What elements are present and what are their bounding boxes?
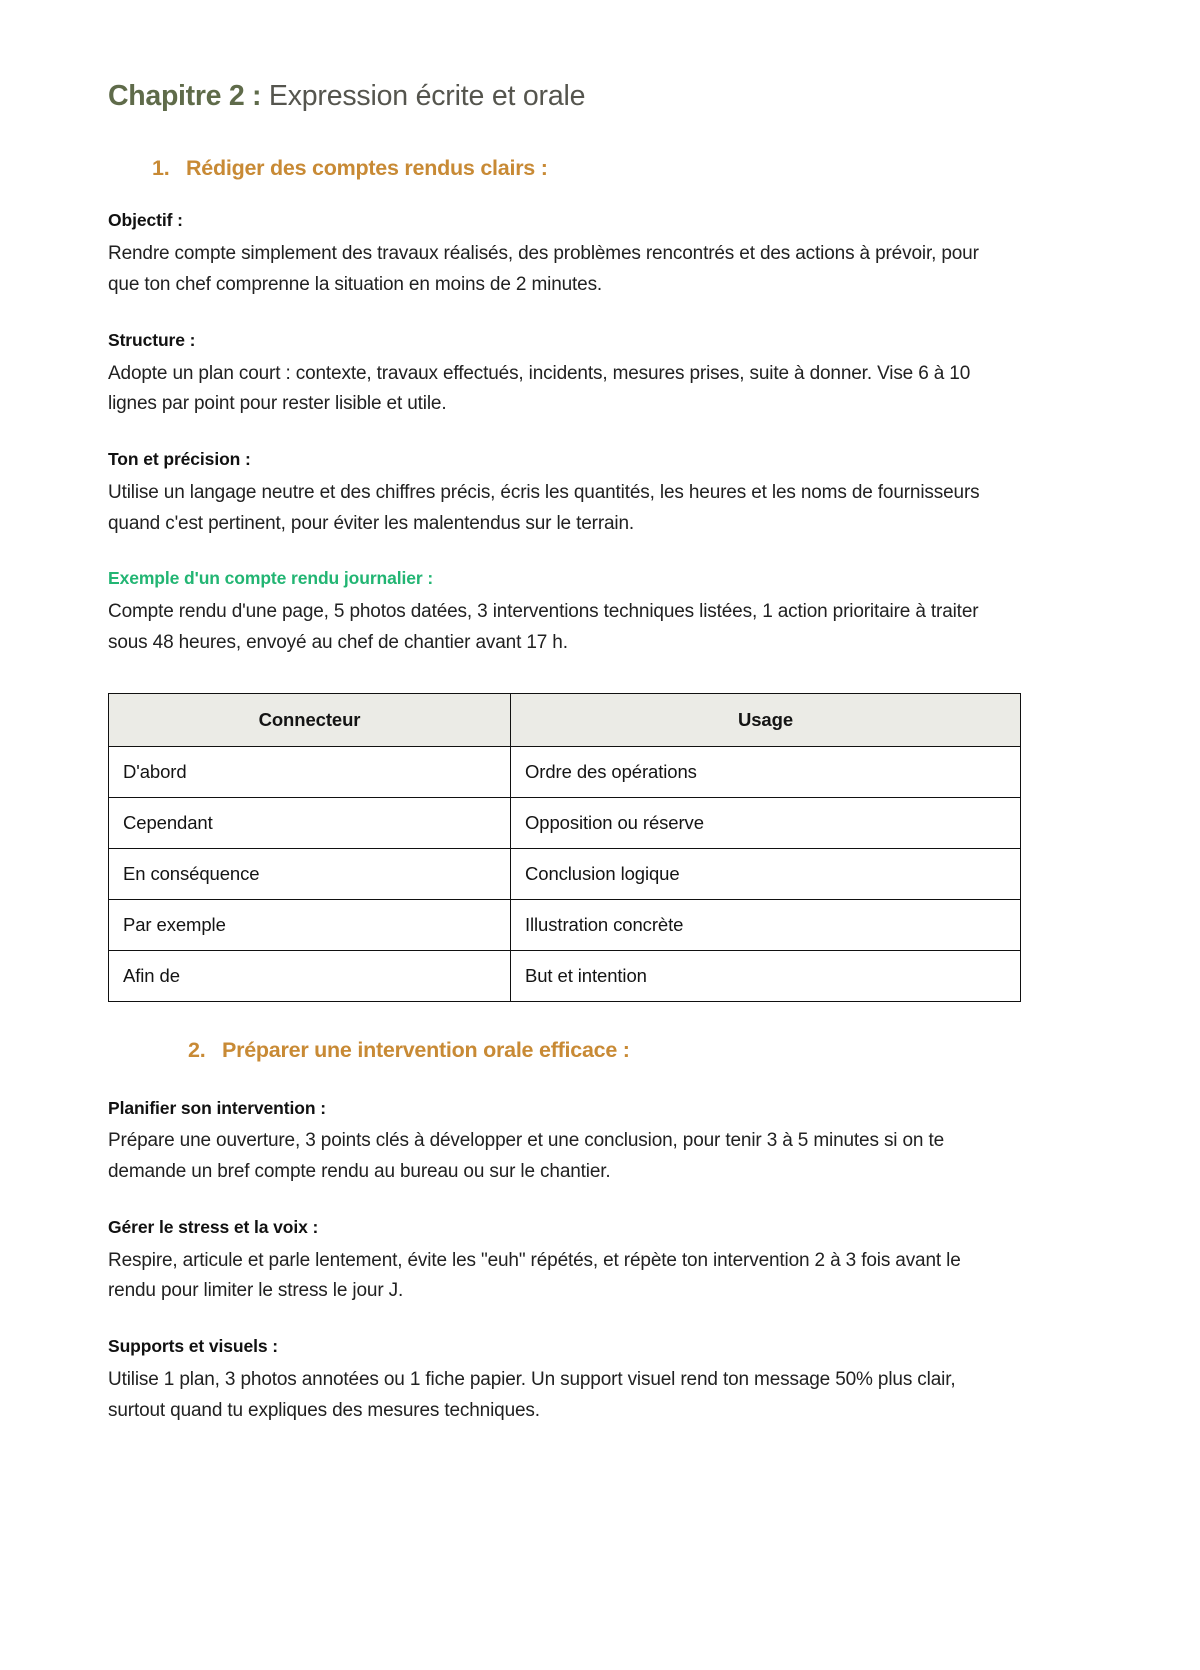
block-title-ton-precision: Ton et précision : — [108, 449, 251, 470]
table-cell-usage: Opposition ou réserve — [511, 797, 1021, 848]
table-cell-connecteur: Afin de — [109, 950, 511, 1001]
table-cell-usage: But et intention — [511, 950, 1021, 1001]
table-cell-connecteur: D'abord — [109, 746, 511, 797]
table-header-usage: Usage — [511, 693, 1021, 746]
block-ton-precision — [108, 448, 1020, 539]
connector-table — [108, 693, 1021, 1002]
block-body-objectif: Rendre compte simplement des travaux réalisés, des problèmes rencontrés et des actions à prévoir, pour que ton chef comprenne la situation en moins de 2 minutes. — [108, 243, 979, 295]
document-content — [108, 78, 1020, 1426]
table-cell-connecteur: Cependant — [109, 797, 511, 848]
table-header-connecteur: Connecteur — [109, 693, 511, 746]
connector-table-wrapper — [108, 693, 1020, 1002]
table-row — [109, 746, 1021, 797]
table-row — [109, 899, 1021, 950]
block-title-supports-visuels: Supports et visuels : — [108, 1336, 279, 1357]
block-body-exemple: Compte rendu d'une page, 5 photos datées, 3 interventions techniques listées, 1 action prioritaire à traiter sous 48 heures, envoyé au chef de chantier avant 17 h. — [108, 601, 979, 653]
block-body-planifier: Prépare une ouverture, 3 points clés à développer et une conclusion, pour tenir 3 à 5 minutes si on te demande un bref compte rendu au bureau ou sur le chantier. — [108, 1130, 944, 1183]
block-planifier — [108, 1097, 1020, 1188]
table-row — [109, 797, 1021, 848]
block-stress-voix — [108, 1216, 1020, 1307]
block-title-stress-voix: Gérer le stress et la voix : — [108, 1216, 319, 1237]
block-structure — [108, 329, 1020, 420]
block-body-stress-voix: Respire, articule et parle lentement, évite les "euh" répétés, et répète ton intervention 2 à 3 fois avant le rendu pour limiter le stress le jour J. — [108, 1249, 961, 1302]
block-body-supports-visuels: Utilise 1 plan, 3 photos annotées ou 1 fiche papier. Un support visuel rend ton message 50% plus clair, surtout quand tu expliques des mesures techniques. — [108, 1368, 956, 1421]
block-title-planifier: Planifier son intervention : — [108, 1097, 326, 1118]
section-title-1: Rédiger des comptes rendus clairs : — [186, 156, 548, 181]
section-title-2: Préparer une intervention orale efficace : — [222, 1037, 630, 1062]
table-cell-usage: Ordre des opérations — [511, 746, 1021, 797]
block-title-structure: Structure : — [108, 329, 196, 350]
block-exemple — [108, 567, 1020, 658]
section-2-wrapper — [108, 1038, 1020, 1063]
block-title-objectif: Objectif : — [108, 210, 183, 231]
section-number-2: 2. — [188, 1037, 206, 1062]
table-cell-connecteur: En conséquence — [109, 848, 511, 899]
block-body-structure: Adopte un plan court : contexte, travaux effectués, incidents, mesures prises, suite à donner. Vise 6 à 10 lignes par point pour rester lisible et utile. — [108, 362, 971, 415]
block-objectif — [108, 209, 1020, 300]
section-heading-2 — [108, 1038, 1020, 1063]
page-title-chapter: Chapitre 2 : — [108, 80, 262, 112]
table-header-row — [109, 693, 1021, 746]
block-body-ton-precision: Utilise un langage neutre et des chiffres précis, écris les quantités, les heures et les noms de fournisseurs quand c'est pertinent, pour éviter les malentendus sur le terrain. — [108, 481, 980, 534]
block-supports-visuels — [108, 1335, 1020, 1426]
table-row — [109, 950, 1021, 1001]
page-title — [108, 78, 1020, 114]
section-heading-1 — [108, 156, 1020, 181]
section-number-1: 1. — [152, 156, 170, 181]
page-title-subject: Expression écrite et orale — [261, 80, 586, 112]
block-title-exemple: Exemple d'un compte rendu journalier : — [108, 568, 434, 589]
table-row — [109, 848, 1021, 899]
table-cell-usage: Illustration concrète — [511, 899, 1021, 950]
table-cell-usage: Conclusion logique — [511, 848, 1021, 899]
table-cell-connecteur: Par exemple — [109, 899, 511, 950]
